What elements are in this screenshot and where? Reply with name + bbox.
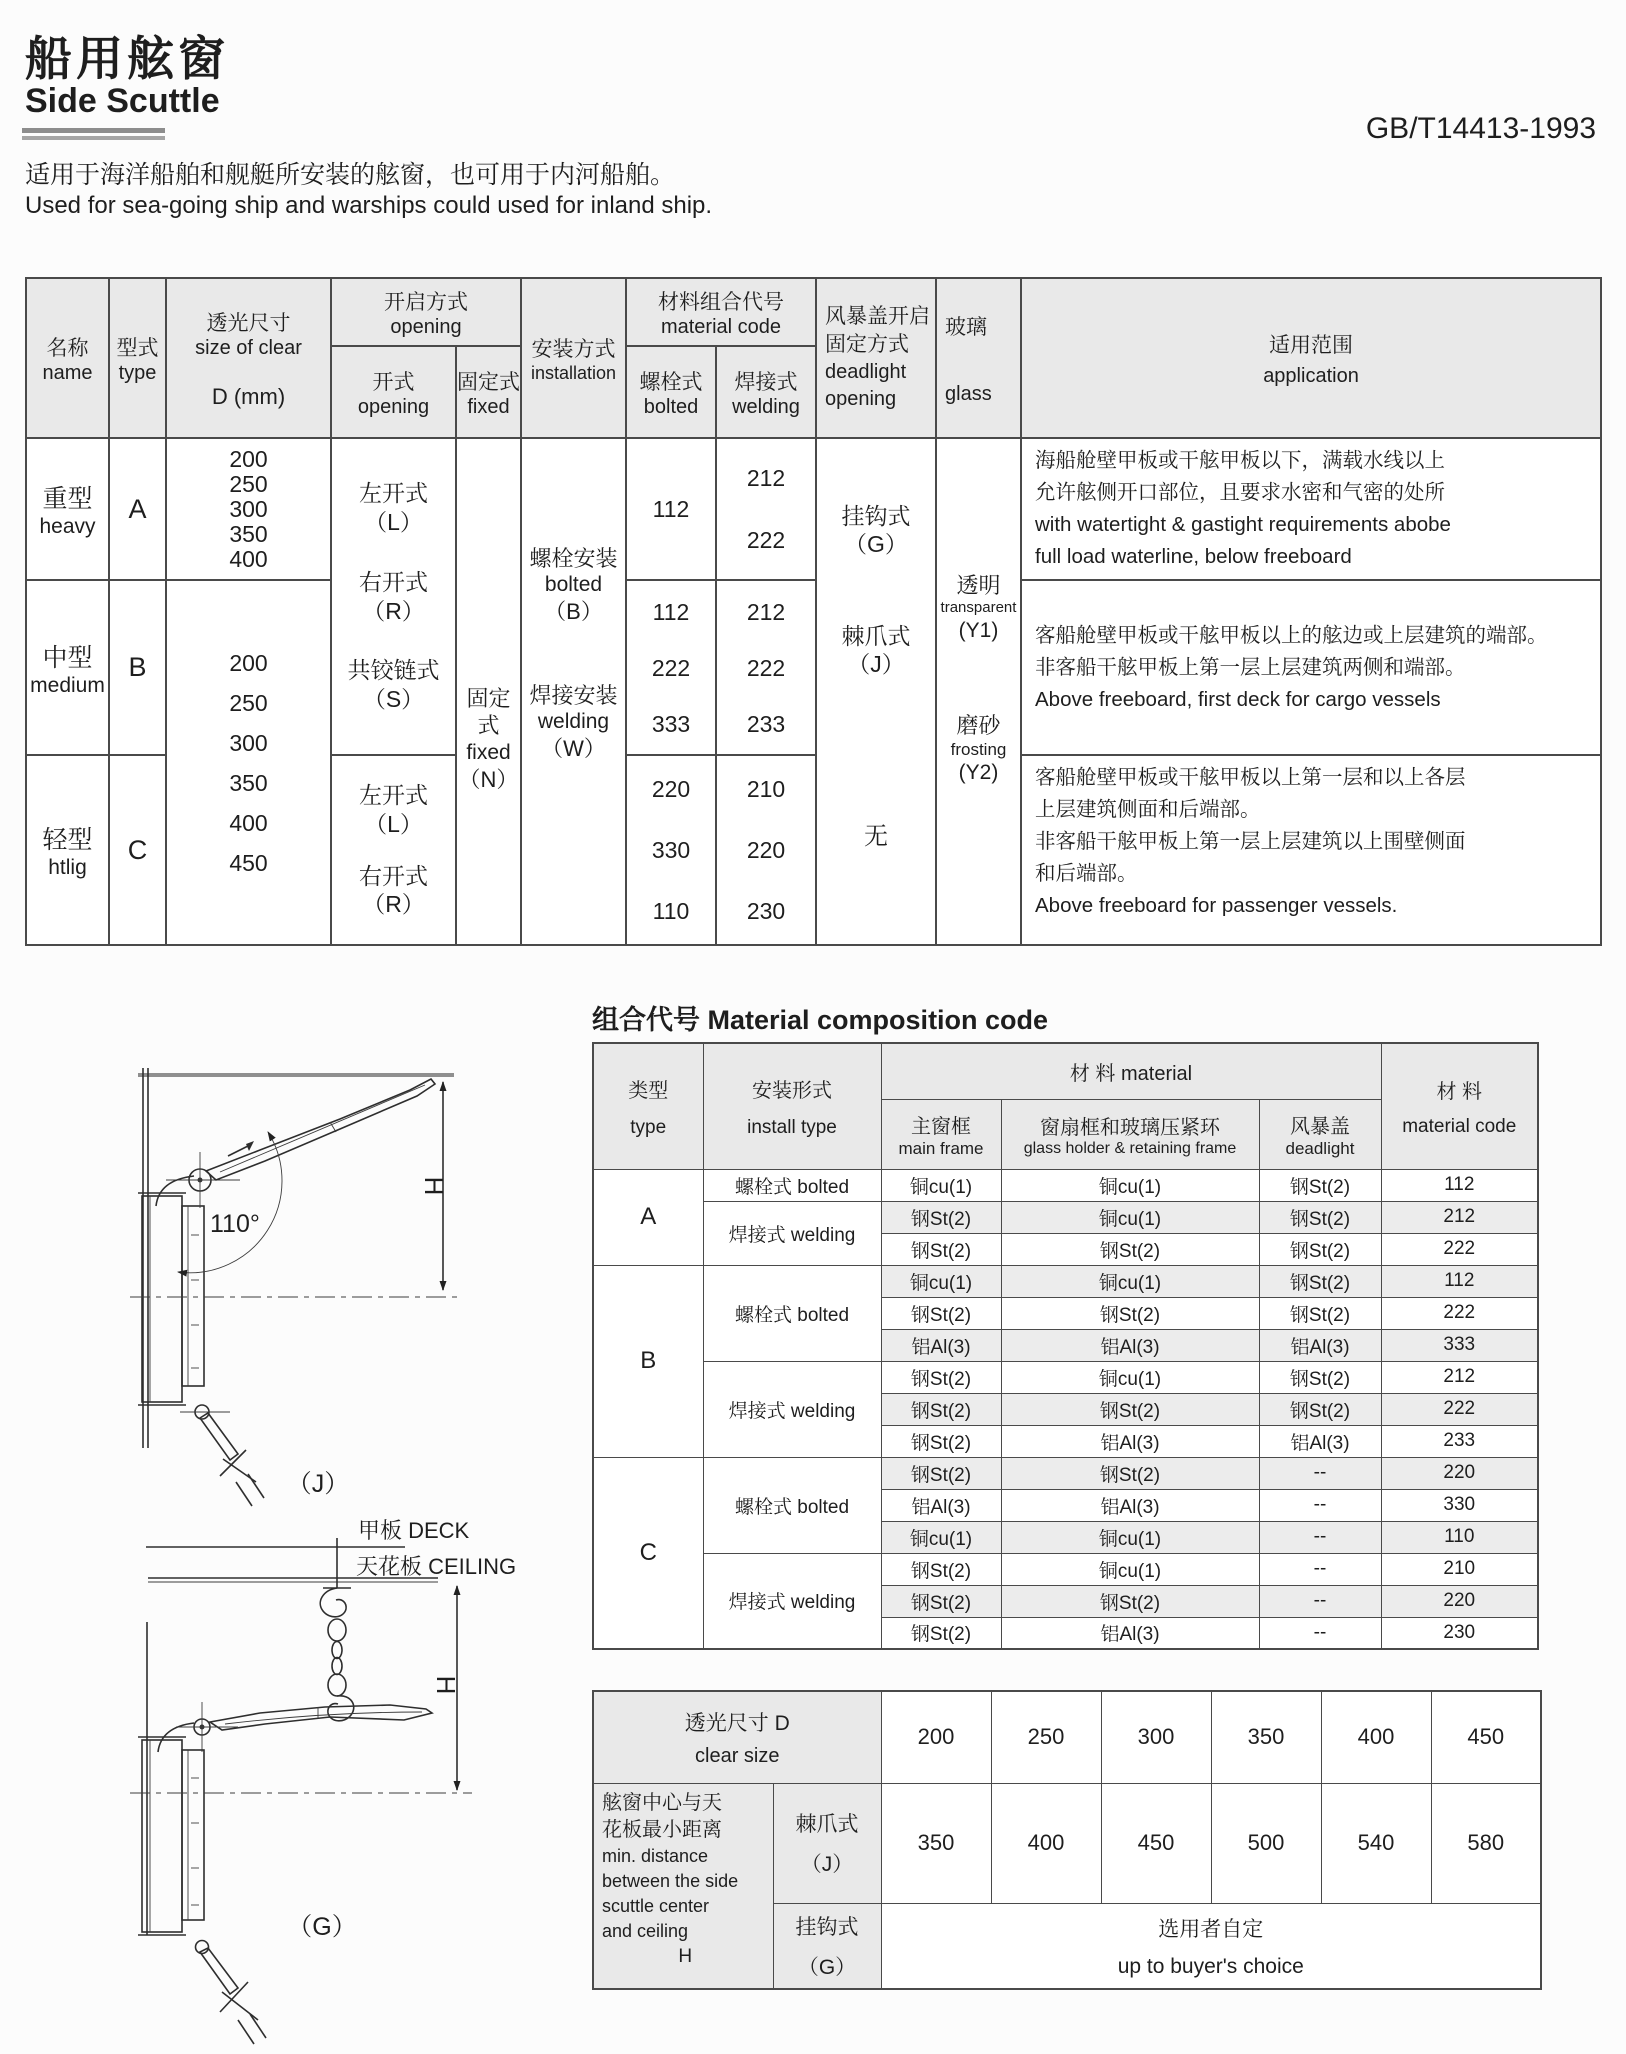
- h-dimension-g: H: [431, 1675, 462, 1695]
- comp-header-main-frame: 主窗框 main frame: [881, 1099, 1001, 1169]
- clear-value: 200: [881, 1691, 991, 1783]
- title-underline: [22, 128, 165, 133]
- technical-drawings: [60, 1030, 580, 2054]
- ratchet-type-label: 棘爪式 （J）: [773, 1783, 881, 1903]
- j-value: 500: [1211, 1783, 1321, 1903]
- drawing-j: [130, 1068, 458, 1506]
- j-value: 580: [1431, 1783, 1541, 1903]
- comp-header-deadlight: 风暴盖 deadlight: [1259, 1099, 1381, 1169]
- fixed-cell: 固定式 fixed （N）: [456, 438, 521, 945]
- clear-value: 400: [1321, 1691, 1431, 1783]
- sizes-cell-bc: 200 250 300 350 400 450: [166, 580, 331, 945]
- comp-header-install: 安装形式 install type: [703, 1043, 881, 1169]
- comp-type-b: B: [593, 1265, 703, 1457]
- opening-cell-c: 左开式 （L） 右开式 （R）: [331, 755, 456, 945]
- row-a-bolted: 112: [626, 438, 716, 580]
- col-header-application: 适用范围 application: [1021, 278, 1601, 438]
- col-header-installation: 安装方式 installation: [521, 278, 626, 438]
- row-b-welding: 212 222 233: [716, 580, 816, 755]
- comp-row: C 螺栓式 bolted 钢St(2) 钢St(2) -- 220: [593, 1457, 1538, 1489]
- opening-cell-ab: 左开式 （L） 右开式 （R） 共铰链式 （S）: [331, 438, 456, 755]
- comp-header-glass-holder: 窗扇框和玻璃压紧环 glass holder & retaining frame: [1001, 1099, 1259, 1169]
- deadlight-cell: 挂钩式 （G） 棘爪式 （J） 无: [816, 438, 936, 945]
- angle-label: 110°: [210, 1210, 260, 1238]
- comp-row: 钢St(2) 铝Al(3) 铝Al(3) 233: [593, 1425, 1538, 1457]
- comp-row: 钢St(2) 钢St(2) 钢St(2) 222: [593, 1233, 1538, 1265]
- clear-size-table: [592, 1690, 1542, 1990]
- row-b-application: 客船舱壁甲板或干舷甲板以上的舷边或上层建筑的端部。 非客船干舷甲板上第一层上层建筑两侧和端部。 Above freeboard, first deck for cargo vessels: [1021, 580, 1601, 755]
- standard-number: GB/T14413-1993: [1365, 112, 1596, 145]
- comp-row: 铝Al(3) 铝Al(3) 铝Al(3) 333: [593, 1329, 1538, 1361]
- row-a-application: 海船舱壁甲板或干舷甲板以下，满载水线以上 允许舷侧开口部位，且要求水密和气密的处所 with watertight & gastight requirements abobe full load waterline, below freeboard: [1021, 438, 1601, 580]
- row-c-name: 轻型 htlig: [26, 755, 109, 945]
- page-title-en: Side Scuttle: [25, 82, 220, 120]
- hook-type-label: 挂钩式 （G）: [773, 1903, 881, 1989]
- comp-row: 焊接式 welding 钢St(2) 铜cu(1) 钢St(2) 212: [593, 1201, 1538, 1233]
- comp-install-b-welding: 焊接式 welding: [703, 1361, 881, 1457]
- col-header-size: 透光尺寸 size of clear D (mm): [166, 278, 331, 438]
- comp-row: A 螺栓式 bolted 铜cu(1) 铜cu(1) 钢St(2) 112: [593, 1169, 1538, 1201]
- comp-install-c-bolted: 螺栓式 bolted: [703, 1457, 881, 1553]
- clear-value: 450: [1431, 1691, 1541, 1783]
- label-g: （G）: [287, 1913, 357, 1941]
- subheader-welding: 焊接式 welding: [716, 346, 816, 438]
- row-c-application: 客船舱壁甲板或干舷甲板以上第一层和以上各层 上层建筑侧面和后端部。 非客船干舷甲板上第一层上层建筑以上围壁侧面 和后端部。 Above freeboard for passenger vessels.: [1021, 755, 1601, 945]
- comp-row: 焊接式 welding 钢St(2) 铜cu(1) 钢St(2) 212: [593, 1361, 1538, 1393]
- clear-value: 300: [1101, 1691, 1211, 1783]
- row-c-bolted: 220 330 110: [626, 755, 716, 945]
- comp-install-b-bolted: 螺栓式 bolted: [703, 1265, 881, 1361]
- subheader-open: 开式 opening: [331, 346, 456, 438]
- row-c-welding: 210 220 230: [716, 755, 816, 945]
- col-header-name: 名称 name: [26, 278, 109, 438]
- col-header-opening: 开启方式 opening: [331, 278, 521, 346]
- label-j: （J）: [286, 1470, 350, 1498]
- comp-header-type: 类型 type: [593, 1043, 703, 1169]
- row-b-type: B: [109, 580, 166, 755]
- row-a-sizes: 200 250 300 350 400: [166, 438, 331, 580]
- main-spec-table: [25, 277, 1602, 946]
- row-a-welding: 212 222: [716, 438, 816, 580]
- comp-row: 钢St(2) 铝Al(3) -- 230: [593, 1617, 1538, 1649]
- row-c-type: C: [109, 755, 166, 945]
- j-value: 540: [1321, 1783, 1431, 1903]
- installation-cell: 螺栓安装 bolted （B） 焊接安装 welding （W）: [521, 438, 626, 945]
- subheader-bolted: 螺栓式 bolted: [626, 346, 716, 438]
- subheader-fixed: 固定式 fixed: [456, 346, 521, 438]
- row-b-bolted: 112 222 333: [626, 580, 716, 755]
- glass-cell: 透明 transparent (Y1) 磨砂 frosting (Y2): [936, 438, 1021, 945]
- clear-value: 250: [991, 1691, 1101, 1783]
- h-dimension-j: H: [419, 1176, 450, 1196]
- comp-header-code: 材 料 material code: [1381, 1043, 1538, 1169]
- row-a-name: 重型 heavy: [26, 438, 109, 580]
- comp-type-a: A: [593, 1169, 703, 1265]
- comp-row: 钢St(2) 钢St(2) 钢St(2) 222: [593, 1297, 1538, 1329]
- title-underline-2: [22, 136, 165, 140]
- ceiling-label: 天花板 CEILING: [356, 1554, 517, 1579]
- comp-install-a-bolted: 螺栓式 bolted: [703, 1169, 881, 1201]
- buyers-choice-cell: 选用者自定 up to buyer's choice: [881, 1903, 1541, 1989]
- j-value: 400: [991, 1783, 1101, 1903]
- comp-row: 钢St(2) 钢St(2) 钢St(2) 222: [593, 1393, 1538, 1425]
- row-a-type: A: [109, 438, 166, 580]
- comp-row: 铜cu(1) 铜cu(1) -- 110: [593, 1521, 1538, 1553]
- comp-row: 铝Al(3) 铝Al(3) -- 330: [593, 1489, 1538, 1521]
- j-value: 350: [881, 1783, 991, 1903]
- clear-value: 350: [1211, 1691, 1321, 1783]
- col-header-material-code: 材料组合代号 material code: [626, 278, 816, 346]
- composition-table: [592, 1042, 1539, 1650]
- col-header-deadlight: 风暴盖开启 固定方式 deadlight opening: [816, 278, 936, 438]
- col-header-type: 型式 type: [109, 278, 166, 438]
- deck-label: 甲板 DECK: [358, 1518, 470, 1543]
- page-title-cn: 船用舷窗: [25, 32, 229, 85]
- composition-table-title: 组合代号 Material composition code: [592, 1005, 1049, 1035]
- comp-header-material-group: 材 料 material: [881, 1043, 1381, 1099]
- col-header-glass: 玻璃 glass: [936, 278, 1021, 438]
- comp-type-c: C: [593, 1457, 703, 1649]
- comp-row: 焊接式 welding 钢St(2) 铜cu(1) -- 210: [593, 1553, 1538, 1585]
- j-value: 450: [1101, 1783, 1211, 1903]
- comp-install-a-welding: 焊接式 welding: [703, 1201, 881, 1265]
- intro-text-en: Used for sea-going ship and warships could used for inland ship.: [25, 192, 713, 219]
- comp-row: 钢St(2) 钢St(2) -- 220: [593, 1585, 1538, 1617]
- intro-text-cn: 适用于海洋船舶和舰艇所安装的舷窗，也可用于内河船舶。: [25, 161, 676, 189]
- comp-install-c-welding: 焊接式 welding: [703, 1553, 881, 1649]
- comp-row: B 螺栓式 bolted 铜cu(1) 铜cu(1) 钢St(2) 112: [593, 1265, 1538, 1297]
- drawing-g: [130, 1518, 516, 2044]
- row-b-name: 中型 medium: [26, 580, 109, 755]
- min-distance-label: 舷窗中心与天 花板最小距离 min. distance between the side scuttle center and ceiling H: [593, 1783, 773, 1989]
- clear-size-label: 透光尺寸 D clear size: [593, 1691, 881, 1783]
